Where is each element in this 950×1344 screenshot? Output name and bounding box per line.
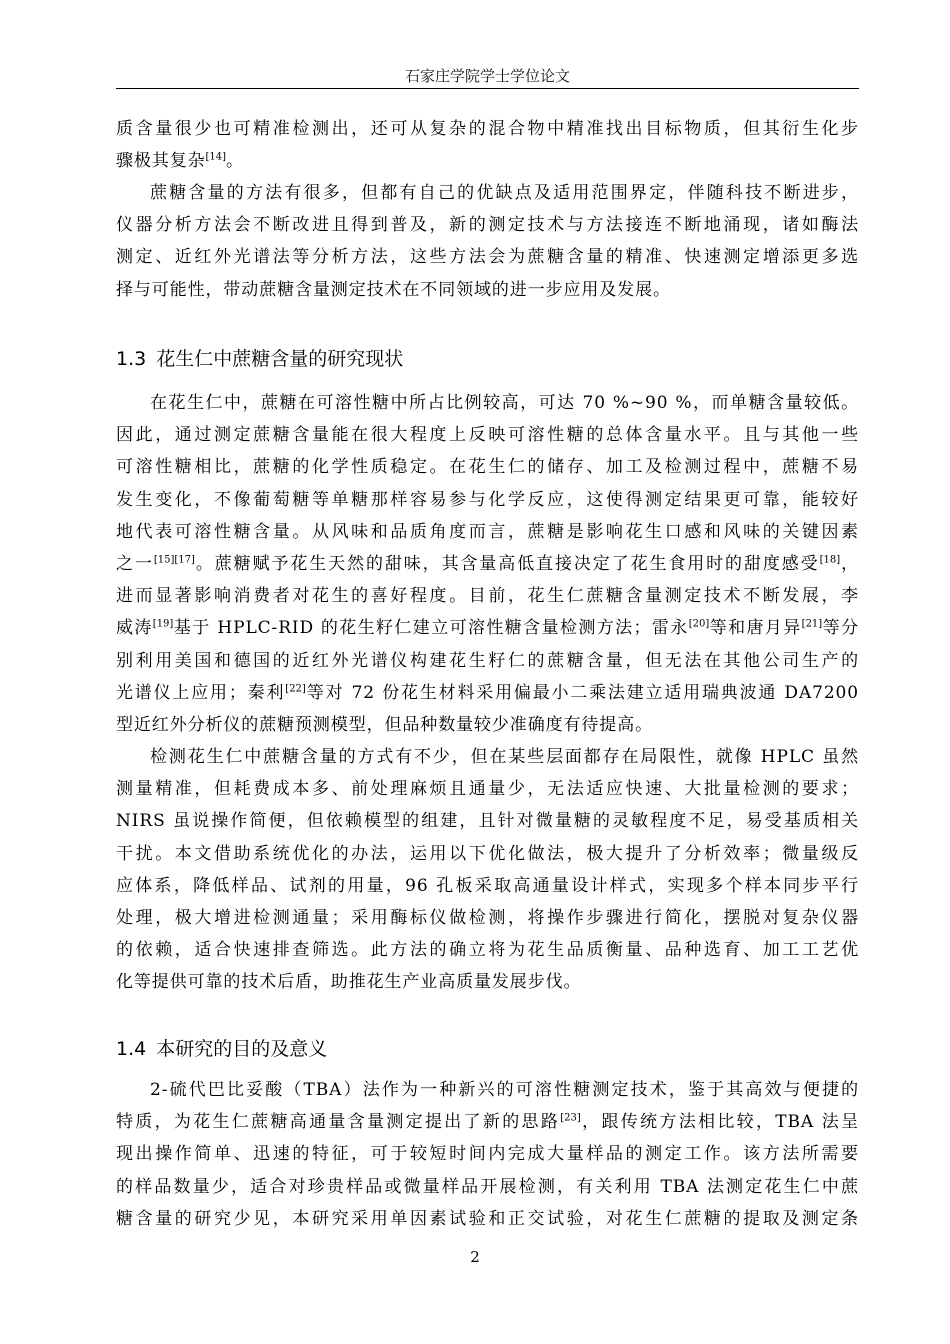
- text-line: 的依赖，适合快速排查筛选。此方法的确立将为花生品质衡量、品种选育、加工工艺优: [116, 940, 859, 961]
- text-line: 现出操作简单、迅速的特征，可于较短时间内完成大量样品的测定工作。该方法所需要: [116, 1144, 859, 1165]
- text-line: 应体系，降低样品、试剂的用量，96 孔板采取高通量设计样式，实现多个样本同步平行: [116, 875, 859, 896]
- section-title: 本研究的目的及意义: [156, 1038, 328, 1060]
- section-1-3-paragraph-2: [116, 741, 859, 999]
- text-span: 。蔗糖赋予花生天然的甜味，其含量高低直接决定了花生食用时的甜度感受: [194, 553, 820, 574]
- section-1-4-paragraph-1: [116, 1074, 859, 1235]
- text-line: 检测花生仁中蔗糖含量的方式有不少，但在某些层面都存在局限性，就像 HPLC 虽然: [150, 747, 859, 767]
- citation: [23]: [560, 1112, 581, 1124]
- text-line: NIRS 虽说操作简便，但依赖模型的组建，且针对微量糖的灵敏程度不足，易受基质相关: [116, 811, 859, 832]
- text-line: 质含量很少也可精准检测出，还可从复杂的混合物中精准找出目标物质，但其衍生化步: [116, 119, 859, 139]
- text-line: [116, 548, 859, 580]
- continuation-paragraph: [116, 113, 859, 177]
- methods-paragraph: [116, 177, 859, 306]
- text-line: [116, 1106, 859, 1138]
- text-line: 可溶性糖相比，蔗糖的化学性质稳定。在花生仁的储存、加工及检测过程中，蔗糖不易: [116, 457, 859, 478]
- text-line: 2-硫代巴比妥酸（TBA）法作为一种新兴的可溶性糖测定技术，鉴于其高效与便捷的: [150, 1080, 859, 1100]
- text-line: 测量精准，但耗费成本多、前处理麻烦且通量少，无法适应快速、大批量检测的要求；: [116, 779, 859, 800]
- text-line: 在花生仁中，蔗糖在可溶性糖中所占比例较高，可达 70 %~90 %，而单糖含量较低。: [150, 393, 859, 413]
- text-span: 威涛: [116, 618, 153, 639]
- citation: [19]: [152, 618, 174, 630]
- running-header-title: 石家庄学院学士学位论文: [404, 67, 570, 85]
- text-line: 蔗糖含量的方法有很多，但都有自己的优缺点及适用范围界定，伴随科技不断进步，: [150, 183, 859, 203]
- text-line: 地代表可溶性糖含量。从风味和品质角度而言，蔗糖是影响花生口感和风味的关键因素: [116, 521, 859, 542]
- header-rule: [116, 88, 859, 89]
- section-title: 花生仁中蔗糖含量的研究现状: [156, 348, 404, 370]
- text-span: 光谱仪上应用；秦利: [116, 682, 286, 703]
- text-line: 测定、近红外光谱法等分析方法，这些方法会为蔗糖含量的精准、快速测定增添更多选: [116, 247, 859, 268]
- text-line: 仪器分析方法会不断改进且得到普及，新的测定技术与方法接连不断地涌现，诸如酶法: [116, 215, 859, 236]
- citation: [22]: [285, 683, 306, 695]
- citation: [21]: [801, 618, 823, 630]
- text-span: 等和唐月异: [709, 618, 802, 639]
- text-span: ，: [840, 553, 859, 574]
- text-line: [116, 145, 859, 177]
- text-span: 。: [226, 151, 244, 172]
- text-line: 干扰。本文借助系统优化的办法，运用以下优化做法，极大提升了分析效率；微量级反: [116, 843, 859, 864]
- text-span: 骤极其复杂: [116, 151, 206, 172]
- text-span: ，跟传统方法相比较，TBA 法呈: [580, 1112, 859, 1133]
- text-line: 进而显著影响消费者对花生的喜好程度。目前，花生仁蔗糖含量测定技术不断发展，李: [116, 586, 859, 607]
- text-span: 等对 72 份花生材料采用偏最小二乘法建立适用瑞典波通 DA7200: [305, 682, 859, 703]
- text-line: 因此，通过测定蔗糖含量能在很大程度上反映可溶性糖的总体含量水平。且与其他一些: [116, 425, 859, 446]
- text-line: 的样品数量少，适合对珍贵样品或微量样品开展检测，有关利用 TBA 法测定花生仁中蔗: [116, 1176, 859, 1197]
- text-span: 之一: [116, 553, 154, 574]
- text-line: 糖含量的研究少见，本研究采用单因素试验和正交试验，对花生仁蔗糖的提取及测定条: [116, 1208, 859, 1229]
- text-line: 别利用美国和德国的近红外光谱仪构建花生籽仁的蔗糖含量，但无法在其他公司生产的: [116, 650, 859, 671]
- citation: [20]: [688, 618, 710, 630]
- citation: [14]: [205, 151, 227, 163]
- citation: [18]: [819, 554, 841, 566]
- section-number: 1.4: [116, 1038, 147, 1060]
- text-line: 型近红外分析仪的蔗糖预测模型，但品种数量较少准确度有待提高。: [116, 714, 653, 735]
- citation: [15]: [153, 554, 175, 566]
- text-span: 基于 HPLC-RID 的花生籽仁建立可溶性糖含量检测方法；雷永: [173, 618, 689, 639]
- text-span: 等分: [822, 618, 859, 639]
- text-line: [116, 677, 859, 709]
- text-line: 处理，极大增进检测通量；采用酶标仪做检测，将操作步骤进行简化，摆脱对复杂仪器: [116, 907, 859, 928]
- text-line: 化等提供可靠的技术后盾，助推花生产业高质量发展步伐。: [116, 972, 582, 993]
- section-heading-1-3: [116, 346, 403, 372]
- page-number: 2: [470, 1248, 480, 1266]
- citation: [17]: [174, 554, 195, 566]
- section-1-3-paragraph-1: [116, 387, 859, 741]
- text-line: 发生变化，不像葡萄糖等单糖那样容易参与化学反应，这使得测定结果更可靠，能较好: [116, 489, 859, 510]
- section-heading-1-4: [116, 1036, 327, 1062]
- section-number: 1.3: [116, 348, 147, 370]
- text-line: 择与可能性，带动蔗糖含量测定技术在不同领域的进一步应用及发展。: [116, 279, 671, 300]
- text-span: 特质，为花生仁蔗糖高通量含量测定提出了新的思路: [116, 1112, 561, 1133]
- text-line: [116, 612, 859, 644]
